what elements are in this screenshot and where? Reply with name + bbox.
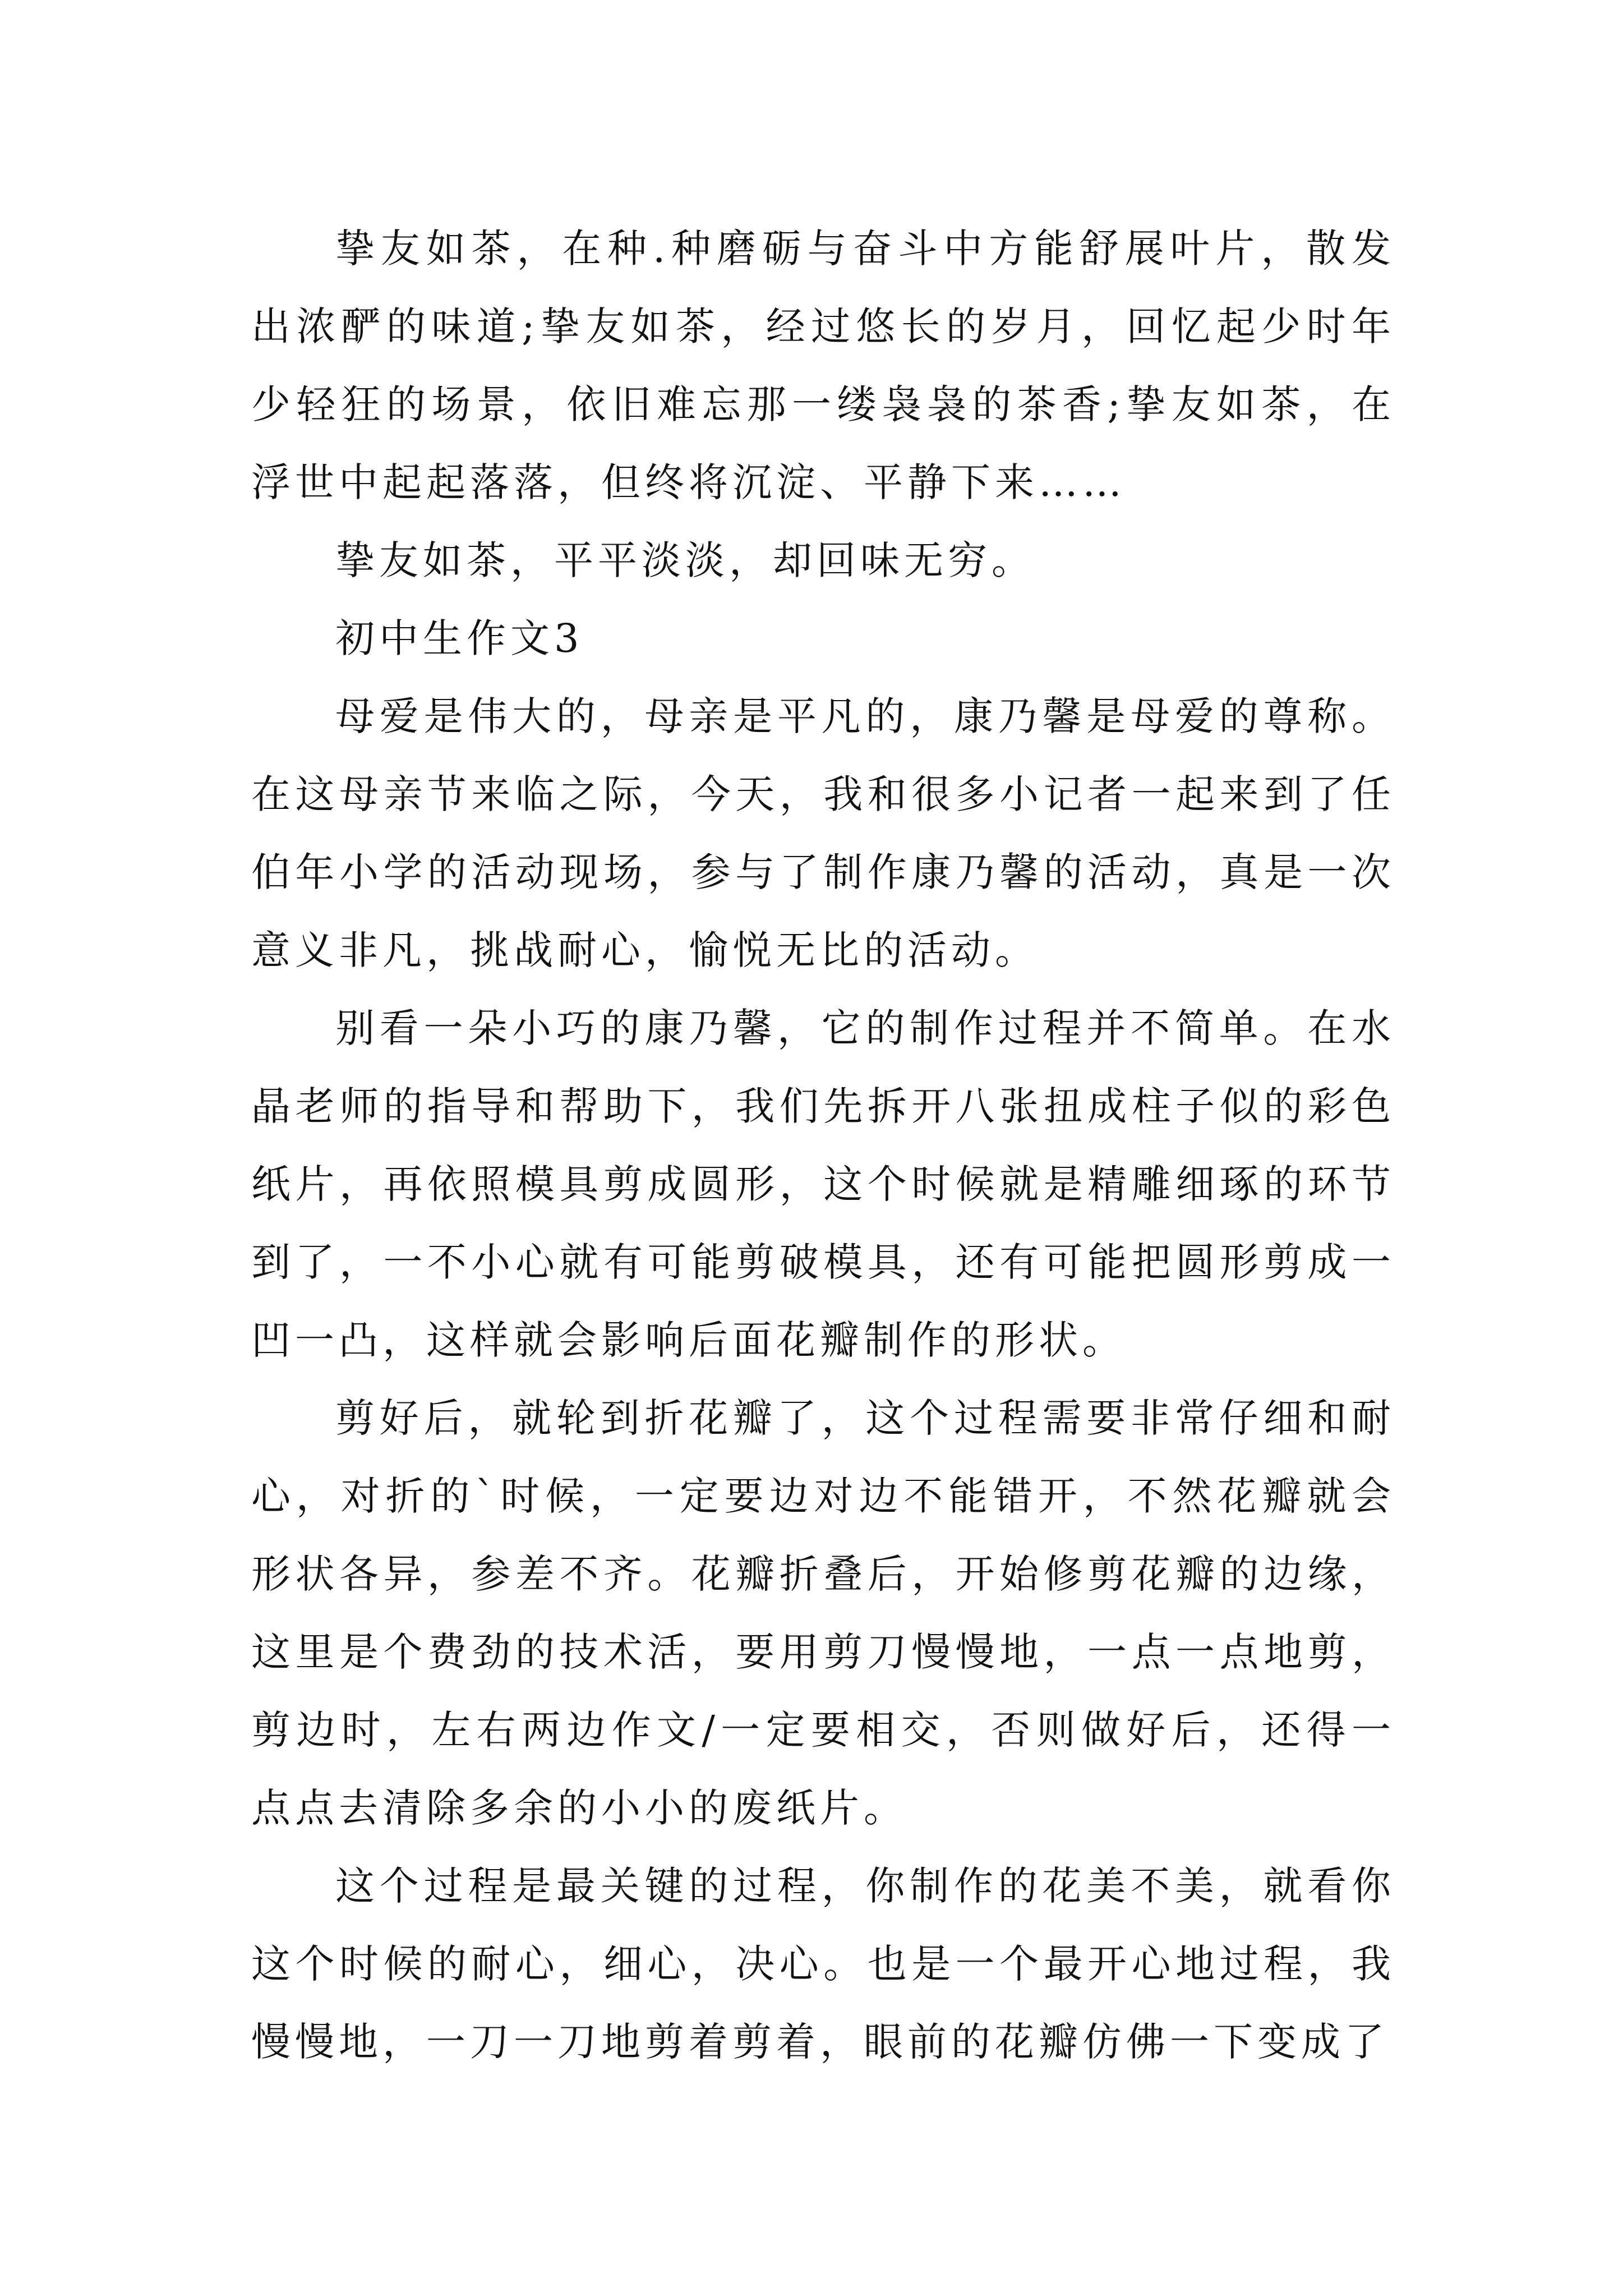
paragraph-folding-petals: 剪好后，就轮到折花瓣了，这个过程需要非常仔细和耐心，对折的`时候，一定要边对边不能错开，不然花瓣就会形状各异，参差不齐。花瓣折叠后，开始修剪花瓣的边缘，这里是个费劲的技术活，要用剪刀慢慢地，一点一点地剪，剪边时，左右两边作文/一定要相交，否则做好后，还得一点点去清除多余的小小的废纸片。 [251,1395,1395,1831]
paragraph-key-step: 这个过程是最关键的过程，你制作的花美不美，就看你这个时候的耐心，细心，决心。也是一个最开心地过程，我慢慢地，一刀一刀地剪着剪着，眼前的花瓣仿佛一下变成了 [251,1863,1395,2065]
paragraph-tea-summary: 挚友如茶，平平淡淡，却回味无穷。 [335,537,1035,583]
paragraph-mothers-love: 母爱是伟大的，母亲是平凡的，康乃馨是母爱的尊称。在这母亲节来临之际，今天，我和很多小记者一起来到了任伯年小学的活动现场，参与了制作康乃馨的活动，真是一次意义非凡，挑战耐心，愉悦无比的活动。 [251,693,1395,973]
paragraph-carnation-process: 别看一朵小巧的康乃馨，它的制作过程并不简单。在水晶老师的指导和帮助下，我们先拆开八张扭成柱子似的彩色纸片，再依照模具剪成圆形，这个时候就是精雕细琢的环节到了，一不小心就有可能剪破模具，还有可能把圆形剪成一凹一凸，这样就会影响后面花瓣制作的形状。 [251,1005,1395,1363]
body-text [251,210,1395,2081]
paragraph-tea-friendship: 挚友如茶，在种.种磨砺与奋斗中方能舒展叶片，散发出浓酽的味道;挚友如茶，经过悠长的岁月，回忆起少时年少轻狂的场景，依旧难忘那一缕袅袅的茶香;挚友如茶，在浮世中起起落落，但终将沉淀、平静下来…… [251,226,1395,505]
essay-heading: 初中生作文3 [335,615,584,661]
